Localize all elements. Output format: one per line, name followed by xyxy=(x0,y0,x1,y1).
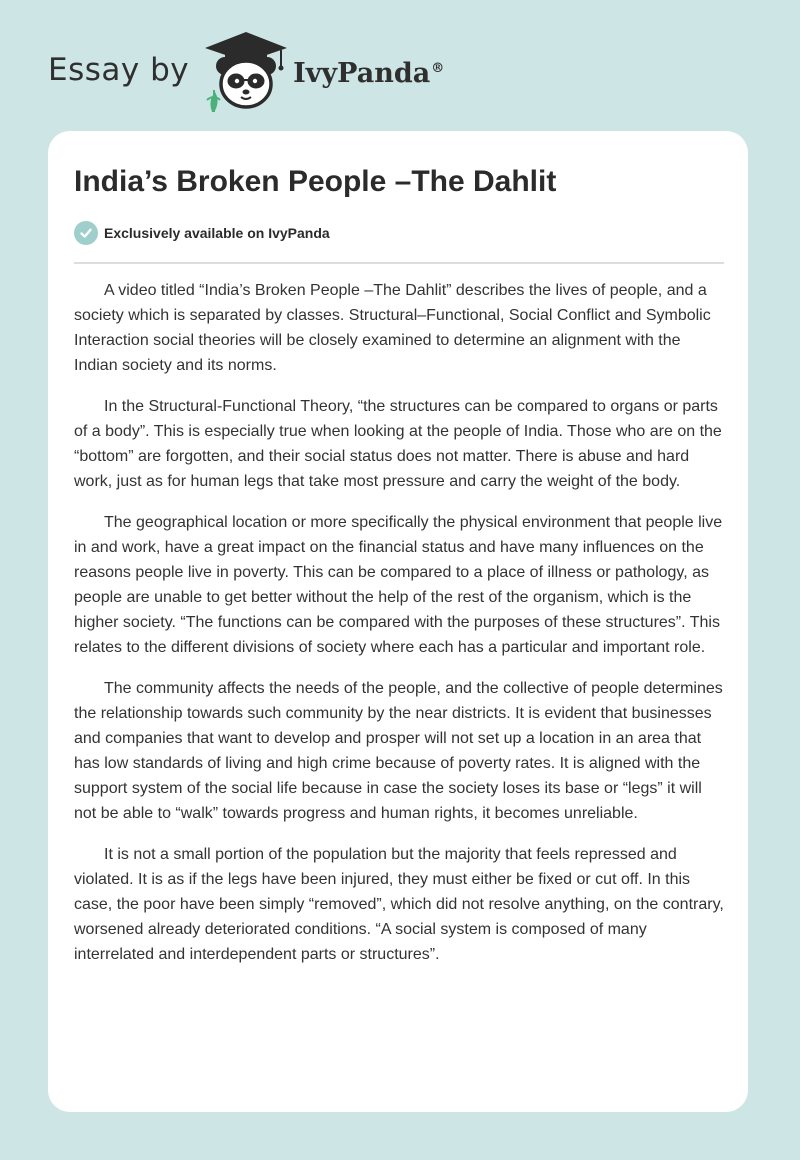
badge-text: Exclusively available on IvyPanda xyxy=(104,225,330,241)
essay-card xyxy=(48,131,748,1112)
registered-mark: ® xyxy=(431,60,445,76)
brand-name-text: IvyPanda xyxy=(293,57,431,89)
divider xyxy=(74,262,724,264)
paragraph: A video titled “India’s Broken People –The Dahlit” describes the lives of people, and a society which is separated by classes. Structural–Functional, Social Conflict and Symbolic Interaction social theories will be closely examined to determine an alignment with the Indian society and its norms. xyxy=(74,282,711,374)
brand-prefix: Essay by xyxy=(48,52,190,88)
panda-graduate-logo-icon xyxy=(201,28,291,112)
paragraph: In the Structural-Functional Theory, “the structures can be compared to organs or parts of a body”. This is especially true when looking at the people of India. Those who are on the “bottom” are forgotten, and their social status does not matter. There is abuse and hard work, just as for human legs that take most pressure and carry the weight of the body. xyxy=(74,398,722,490)
check-circle-icon xyxy=(74,221,98,245)
essay-body xyxy=(74,278,724,983)
exclusive-badge xyxy=(74,221,330,245)
paragraph: The geographical location or more specifically the physical environment that people live in and work, have a great impact on the financial status and have many influences on the reasons people live in poverty. This can be compared to a place of illness or pathology, as people are unable to get better without the help of the rest of the organism, which is the higher society. “The functions can be compared with the purposes of these structures”. This relates to the different divisions of society where each has a particular and important role. xyxy=(74,514,723,656)
brand-header[interactable] xyxy=(48,28,444,112)
brand-name xyxy=(293,58,444,89)
paragraph: The community affects the needs of the people, and the collective of people determines the relationship towards such community by the near districts. It is evident that businesses and companies that want to develop and prosper will not set up a location in an area that has low standards of living and high crime because of poverty rates. It is aligned with the support system of the social life because in case the society loses its base or “legs” it will not be able to “walk” towards progress and human rights, it becomes unreliable. xyxy=(74,680,723,822)
page-title: India’s Broken People –The Dahlit xyxy=(74,165,557,198)
paragraph: It is not a small portion of the population but the majority that feels repressed and violated. It is as if the legs have been injured, they must either be fixed or cut off. In this case, the poor have been simply “removed”, which did not resolve anything, on the contrary, worsened already deteriorated conditions. “A social system is composed of many interrelated and interdependent parts or structures”. xyxy=(74,846,724,963)
